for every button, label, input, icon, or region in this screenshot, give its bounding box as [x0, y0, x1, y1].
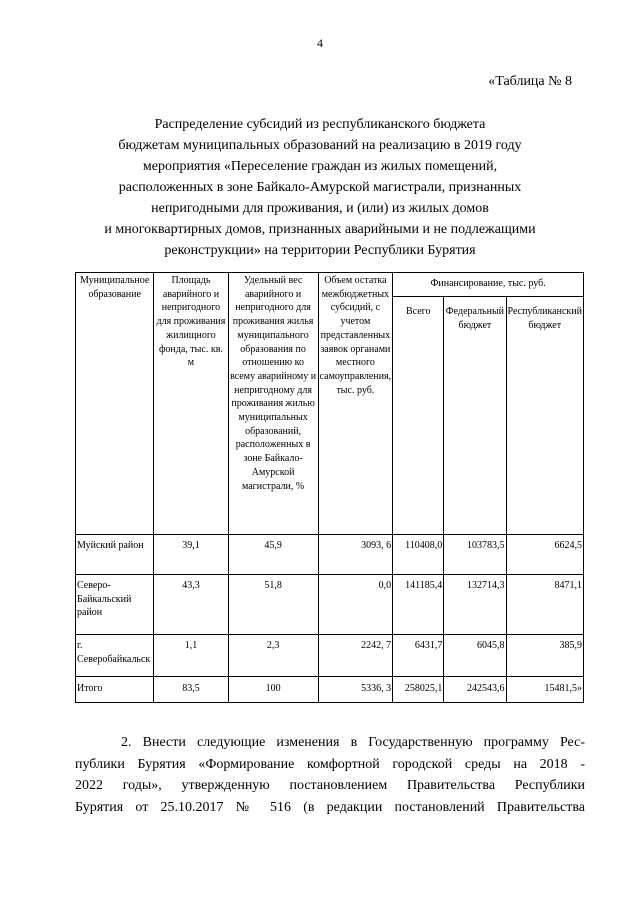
row-federal: 132714,3 [444, 575, 506, 635]
row-area: 83,5 [154, 677, 228, 703]
paragraph-line: 2. Внести следующие изменения в Государственную программу Рес- [121, 735, 585, 750]
header-area: Площадь аварийного и непригодного для проживания жилищного фонда, тыс. кв. м [154, 273, 228, 535]
row-area: 1,1 [154, 635, 228, 677]
row-name: Северо-Байкальский район [76, 575, 154, 635]
header-row [76, 273, 584, 297]
table-label: «Таблица № 8 [488, 74, 572, 89]
row-share: 100 [228, 677, 318, 703]
body-paragraph [75, 732, 585, 818]
table-row-total [76, 677, 584, 703]
row-republic: 15481,5» [506, 677, 584, 703]
title-line: реконструкции» на территории Республики Бурятия [164, 243, 476, 258]
row-remainder: 5336, 3 [318, 677, 393, 703]
document-title [60, 114, 580, 261]
title-line: Распределение субсидий из республиканского бюджета [154, 117, 486, 132]
header-total: Всего [393, 297, 444, 535]
title-line: и многоквартирных домов, признанных аварийными и не подлежащими [104, 222, 536, 237]
subsidy-table [75, 272, 584, 703]
row-share: 51,8 [228, 575, 318, 635]
row-remainder: 0,0 [318, 575, 393, 635]
header-remainder: Объем остатка межбюджетных субсидий, с учетом представленных заявок органами местного самоуправления, тыс. руб. [318, 273, 393, 535]
row-total: 6431,7 [393, 635, 444, 677]
row-republic: 8471,1 [506, 575, 584, 635]
row-federal: 6045,8 [444, 635, 506, 677]
paragraph-line: 2022 годы», утвержденную постановлением Правительства Республики [75, 778, 585, 793]
row-area: 39,1 [154, 535, 228, 575]
paragraph-line: Бурятия от 25.10.2017 № 516 (в редакции постановлений Правительства [75, 799, 585, 815]
table-row [76, 635, 584, 677]
row-remainder: 2242, 7 [318, 635, 393, 677]
title-line: бюджетам муниципальных образований на реализацию в 2019 году [118, 138, 522, 153]
row-total: 141185,4 [393, 575, 444, 635]
row-name: г. Северобайкальск [76, 635, 154, 677]
header-municipality: Муниципальное образование [76, 273, 154, 535]
table-row [76, 535, 584, 575]
header-share: Удельный вес аварийного и непригодного для проживания жилья муниципального образования по отношению ко всему аварийному и непригодному для проживания жилью муниципальных образований, расположенных в зоне Байкало-Амурской магистрали, % [228, 273, 318, 535]
row-name: Муйский район [76, 535, 154, 575]
row-remainder: 3093, 6 [318, 535, 393, 575]
page-number: 4 [317, 36, 323, 50]
row-republic: 6624,5 [506, 535, 584, 575]
row-total: 258025,1 [393, 677, 444, 703]
title-line: мероприятия «Переселение граждан из жилых помещений, [142, 159, 498, 174]
table-row [76, 575, 584, 635]
row-republic: 385,9 [506, 635, 584, 677]
paragraph-line: публики Бурятия «Формирование комфортной городской среды на 2018 - [75, 756, 585, 772]
row-area: 43,3 [154, 575, 228, 635]
row-share: 45,9 [228, 535, 318, 575]
row-name: Итого [76, 677, 154, 703]
title-line: расположенных в зоне Байкало-Амурской магистрали, признанных [118, 180, 522, 195]
header-republic: Республиканский бюджет [506, 297, 584, 535]
row-federal: 242543,6 [444, 677, 506, 703]
header-financing: Финансирование, тыс. руб. [393, 273, 584, 297]
header-federal: Федеральный бюджет [444, 297, 506, 535]
row-federal: 103783,5 [444, 535, 506, 575]
row-share: 2,3 [228, 635, 318, 677]
row-total: 110408,0 [393, 535, 444, 575]
title-line: непригодными для проживания, и (или) из жилых домов [151, 201, 489, 216]
